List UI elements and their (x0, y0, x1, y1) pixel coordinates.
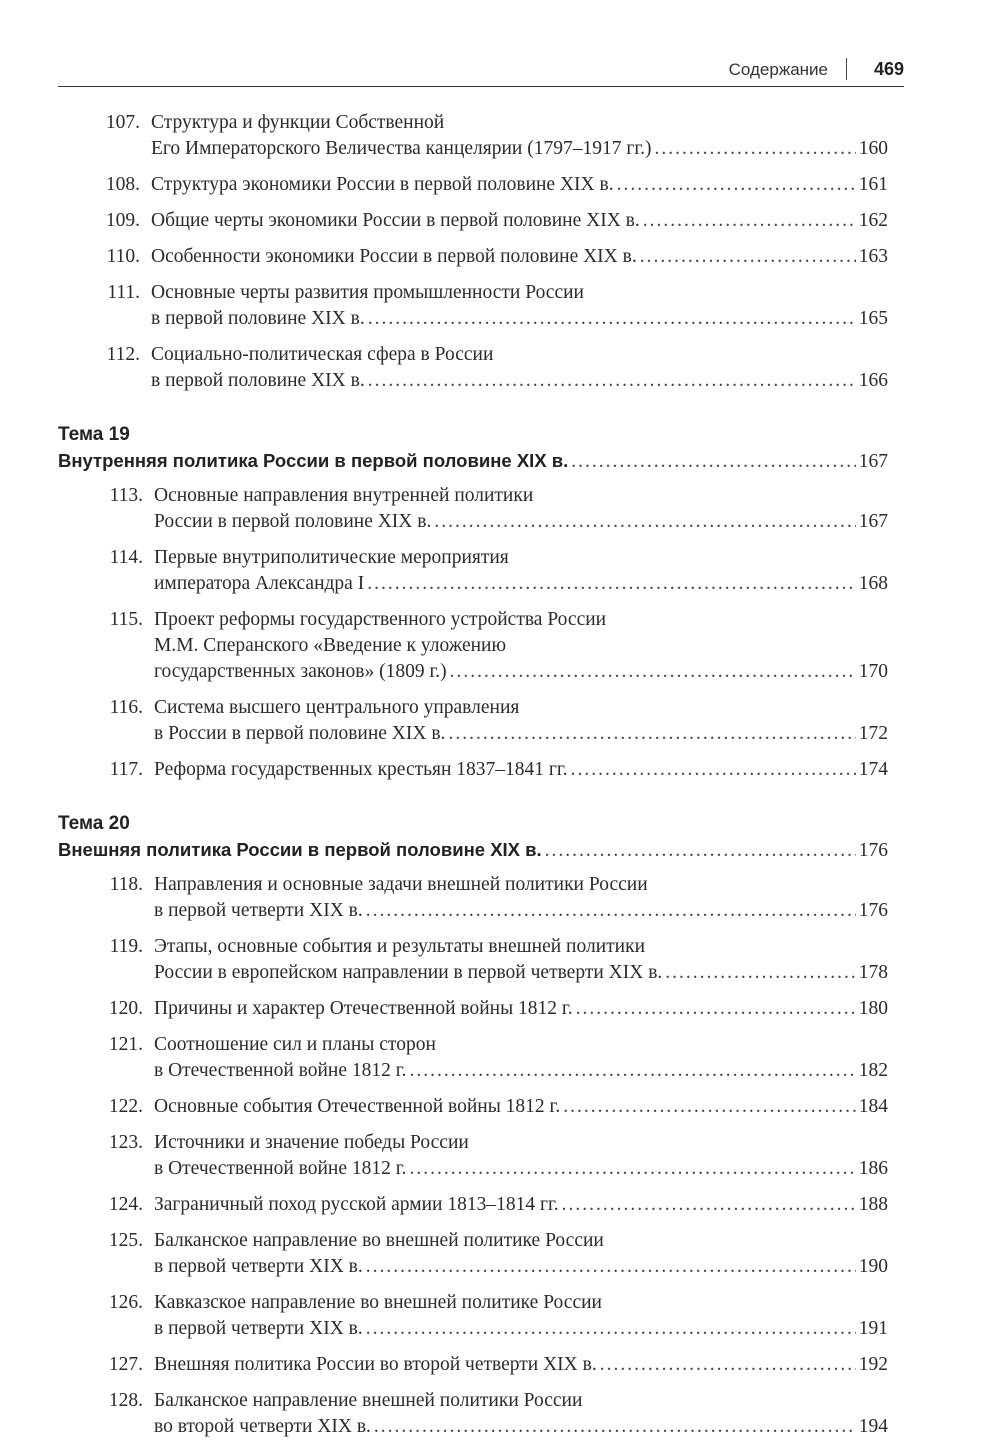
entry-number: 113. (109, 485, 143, 506)
entry-title-row (154, 1094, 888, 1120)
entry-body (151, 342, 888, 394)
entry-title-line: в первой четверти XIX в. (154, 1318, 363, 1339)
dot-leader (600, 1352, 856, 1378)
toc-entry[interactable] (58, 342, 888, 394)
entry-title-line: Структура экономики России в первой половине XIX в. (151, 174, 614, 195)
entry-title-line: Проект реформы государственного устройства России (154, 609, 607, 630)
topic-title: Внутренняя политика России в первой половине XIX в. (58, 450, 569, 471)
entry-number: 109. (105, 210, 140, 231)
entry-title-row (154, 1156, 888, 1182)
toc-entry[interactable] (58, 208, 888, 234)
topic-page: 176 (858, 840, 888, 861)
entry-page: 186 (858, 1158, 888, 1179)
entry-title-row (154, 571, 888, 597)
entry-number: 122. (108, 1096, 143, 1117)
entry-page: 163 (858, 246, 888, 267)
entry-title-line: в первой четверти XIX в. (154, 900, 363, 921)
entry-body (154, 1388, 888, 1440)
entry-number: 123. (108, 1132, 143, 1153)
toc-entry[interactable] (58, 996, 888, 1022)
entry-number: 108. (105, 174, 140, 195)
topic-title: Внешняя политика России в первой половине XIX в. (58, 839, 542, 860)
entry-number: 126. (108, 1292, 143, 1313)
topic-19 (58, 422, 888, 783)
toc-entry[interactable] (58, 280, 888, 332)
dot-leader (617, 172, 856, 198)
toc-entry[interactable] (58, 695, 888, 747)
entry-title-row (151, 306, 888, 332)
entry-body (154, 934, 888, 986)
entry-number: 107. (105, 112, 140, 133)
dot-leader (448, 721, 855, 747)
entry-page: 190 (858, 1256, 888, 1277)
entry-title-line: государственных законов» (1809 г.) (154, 661, 447, 682)
entry-title-line: Направления и основные задачи внешней политики России (154, 874, 648, 895)
entry-body (154, 1032, 888, 1084)
entry-title-line: Общие черты экономики России в первой половине XIX в. (151, 210, 640, 231)
entry-page: 160 (858, 138, 888, 159)
entry-title-row (154, 996, 888, 1022)
dot-leader (450, 659, 856, 685)
topic-entries (58, 483, 888, 783)
entry-body (154, 1094, 888, 1120)
entry-title-line: императора Александра I (154, 573, 365, 594)
entry-title-row (154, 1316, 888, 1342)
entry-title-row (151, 136, 888, 162)
dot-leader (366, 898, 856, 924)
entry-body (154, 1352, 888, 1378)
running-header (58, 56, 904, 87)
entry-body (154, 757, 888, 783)
entry-title-line: Заграничный поход русской армии 1813–1814 гг. (154, 1194, 559, 1215)
entry-page: 182 (858, 1060, 888, 1081)
entry-title-line: Соотношение сил и планы сторон (154, 1034, 436, 1055)
entry-number: 112. (106, 344, 140, 365)
entry-title-row (154, 898, 888, 924)
entry-body (154, 1130, 888, 1182)
dot-leader (655, 136, 856, 162)
entry-page: 161 (858, 174, 888, 195)
entry-title-row (154, 1352, 888, 1378)
entry-body (154, 1192, 888, 1218)
dot-leader (665, 960, 855, 986)
entry-title-line: Система высшего центрального управления (154, 697, 520, 718)
entry-title-line: Основные события Отечественной войны 1812 г. (154, 1096, 561, 1117)
entry-title-line: в Отечественной войне 1812 г. (154, 1060, 407, 1081)
topic-label: Тема 19 (58, 424, 130, 445)
entry-title-line: Особенности экономики России в первой половине XIX в. (151, 246, 637, 267)
toc-entry[interactable] (58, 872, 888, 924)
entry-page: 168 (858, 573, 888, 594)
dot-leader (545, 838, 856, 864)
entry-title-line: Основные черты развития промышленности России (151, 282, 584, 303)
entry-title-line: Источники и значение победы России (154, 1132, 469, 1153)
entry-page: 194 (858, 1416, 888, 1437)
toc-entry[interactable] (58, 172, 888, 198)
entry-title-line: в первой четверти XIX в. (154, 1256, 363, 1277)
entry-body (154, 872, 888, 924)
entry-number: 120. (108, 998, 143, 1019)
entry-title-line: Первые внутриполитические мероприятия (154, 547, 509, 568)
entry-number: 114. (109, 547, 143, 568)
entry-body (151, 280, 888, 332)
dot-leader (434, 509, 855, 535)
entry-number: 124. (108, 1194, 143, 1215)
entry-title-row (154, 509, 888, 535)
entry-title-line: Причины и характер Отечественной войны 1812 г. (154, 998, 573, 1019)
entry-title-line: в Отечественной войне 1812 г. (154, 1158, 407, 1179)
entry-page: 176 (858, 900, 888, 921)
entry-body (154, 483, 888, 535)
toc-entry[interactable] (58, 1192, 888, 1218)
entry-number: 121. (108, 1034, 143, 1055)
entry-body (154, 1228, 888, 1280)
entry-number: 110. (106, 246, 140, 267)
entry-title-row (151, 172, 888, 198)
dot-leader (366, 1316, 856, 1342)
toc-entry[interactable] (58, 110, 888, 162)
entry-title-line: Балканское направление во внешней политике России (154, 1230, 604, 1251)
entry-body (154, 996, 888, 1022)
entry-body (154, 1290, 888, 1342)
dot-leader (374, 1414, 856, 1440)
dot-leader (368, 368, 856, 394)
entry-title-row (154, 721, 888, 747)
entry-page: 172 (858, 723, 888, 744)
entry-number: 125. (108, 1230, 143, 1251)
topic-heading[interactable] (58, 837, 888, 864)
toc-entry[interactable] (58, 1032, 888, 1084)
entry-title-row (151, 208, 888, 234)
dot-leader (366, 1254, 856, 1280)
dot-leader (409, 1058, 855, 1084)
dot-leader (640, 244, 856, 270)
entry-page: 174 (858, 759, 888, 780)
entry-number: 115. (109, 609, 143, 630)
dot-leader (562, 1192, 856, 1218)
dot-leader (409, 1156, 855, 1182)
entry-number: 117. (109, 759, 143, 780)
entry-title-line: М.М. Сперанского «Введение к уложению (154, 635, 507, 656)
topic-label: Тема 20 (58, 813, 130, 834)
topic-20 (58, 811, 888, 1440)
entry-title-row (154, 1414, 888, 1440)
entry-title-row (154, 1254, 888, 1280)
toc-entry[interactable] (58, 1228, 888, 1280)
toc-entries-top (58, 110, 888, 394)
entry-title-line: во второй четверти XIX в. (154, 1416, 371, 1437)
entry-title-line: Социально-политическая сфера в России (151, 344, 494, 365)
dot-leader (368, 306, 856, 332)
entry-page: 178 (858, 962, 888, 983)
entry-body (151, 110, 888, 162)
header-separator (846, 58, 848, 80)
entry-page: 192 (858, 1354, 888, 1375)
toc-entry[interactable] (58, 757, 888, 783)
entry-page: 191 (858, 1318, 888, 1339)
topic-heading[interactable] (58, 448, 888, 475)
topic-entries (58, 872, 888, 1440)
entry-title-line: Кавказское направление во внешней политике России (154, 1292, 602, 1313)
entry-page: 167 (858, 511, 888, 532)
entry-title-line: Основные направления внутренней политики (154, 485, 534, 506)
entry-title-line: Структура и функции Собственной (151, 112, 445, 133)
table-of-contents (58, 110, 888, 1450)
dot-leader (563, 1094, 856, 1120)
entry-title-line: Его Императорского Величества канцелярии (1797–1917 гг.) (151, 138, 652, 159)
entry-title-row (154, 757, 888, 783)
entry-page: 170 (858, 661, 888, 682)
dot-leader (643, 208, 856, 234)
entry-title-row (151, 368, 888, 394)
entry-number: 119. (109, 936, 143, 957)
toc-entry[interactable] (58, 483, 888, 535)
entry-body (151, 172, 888, 198)
dot-leader (576, 996, 856, 1022)
toc-entry[interactable] (58, 1130, 888, 1182)
entry-title-line: в первой половине XIX в. (151, 308, 365, 329)
entry-title-line: в первой половине XIX в. (151, 370, 365, 391)
entry-body (151, 208, 888, 234)
toc-entry[interactable] (58, 1290, 888, 1342)
toc-entry[interactable] (58, 244, 888, 270)
entry-body (154, 545, 888, 597)
toc-entry[interactable] (58, 1352, 888, 1378)
entry-page: 162 (858, 210, 888, 231)
entry-body (154, 695, 888, 747)
entry-title-row (154, 960, 888, 986)
entry-title-row (151, 244, 888, 270)
entry-page: 184 (858, 1096, 888, 1117)
entry-number: 127. (108, 1354, 143, 1375)
toc-entry[interactable] (58, 1388, 888, 1440)
toc-entry[interactable] (58, 1094, 888, 1120)
entry-title-row (154, 1058, 888, 1084)
entry-page: 166 (858, 370, 888, 391)
dot-leader (367, 571, 856, 597)
entry-title-line: Этапы, основные события и результаты внешней политики (154, 936, 646, 957)
section-title: Содержание (728, 60, 828, 79)
entry-title-row (154, 1192, 888, 1218)
topic-page: 167 (858, 451, 888, 472)
entry-body (151, 244, 888, 270)
entry-number: 128. (108, 1390, 143, 1411)
dot-leader (571, 757, 856, 783)
entry-title-line: в России в первой половине XIX в. (154, 723, 446, 744)
toc-entry[interactable] (58, 934, 888, 986)
entry-title-row (154, 659, 888, 685)
entry-title-line: России в первой половине XIX в. (154, 511, 432, 532)
entry-number: 118. (109, 874, 143, 895)
entry-title-line: Внешняя политика России во второй четверти XIX в. (154, 1354, 597, 1375)
entry-body (154, 607, 888, 685)
entry-page: 165 (858, 308, 888, 329)
entry-title-line: Реформа государственных крестьян 1837–1841 гг. (154, 759, 568, 780)
toc-entry[interactable] (58, 607, 888, 685)
entry-number: 116. (109, 697, 143, 718)
entry-title-line: России в европейском направлении в первой четверти XIX в. (154, 962, 663, 983)
page-number: 469 (873, 59, 904, 79)
entry-page: 188 (858, 1194, 888, 1215)
entry-page: 180 (858, 998, 888, 1019)
entry-number: 111. (107, 282, 140, 303)
entry-title-line: Балканское направление внешней политики России (154, 1390, 583, 1411)
toc-entry[interactable] (58, 545, 888, 597)
dot-leader (571, 449, 855, 475)
